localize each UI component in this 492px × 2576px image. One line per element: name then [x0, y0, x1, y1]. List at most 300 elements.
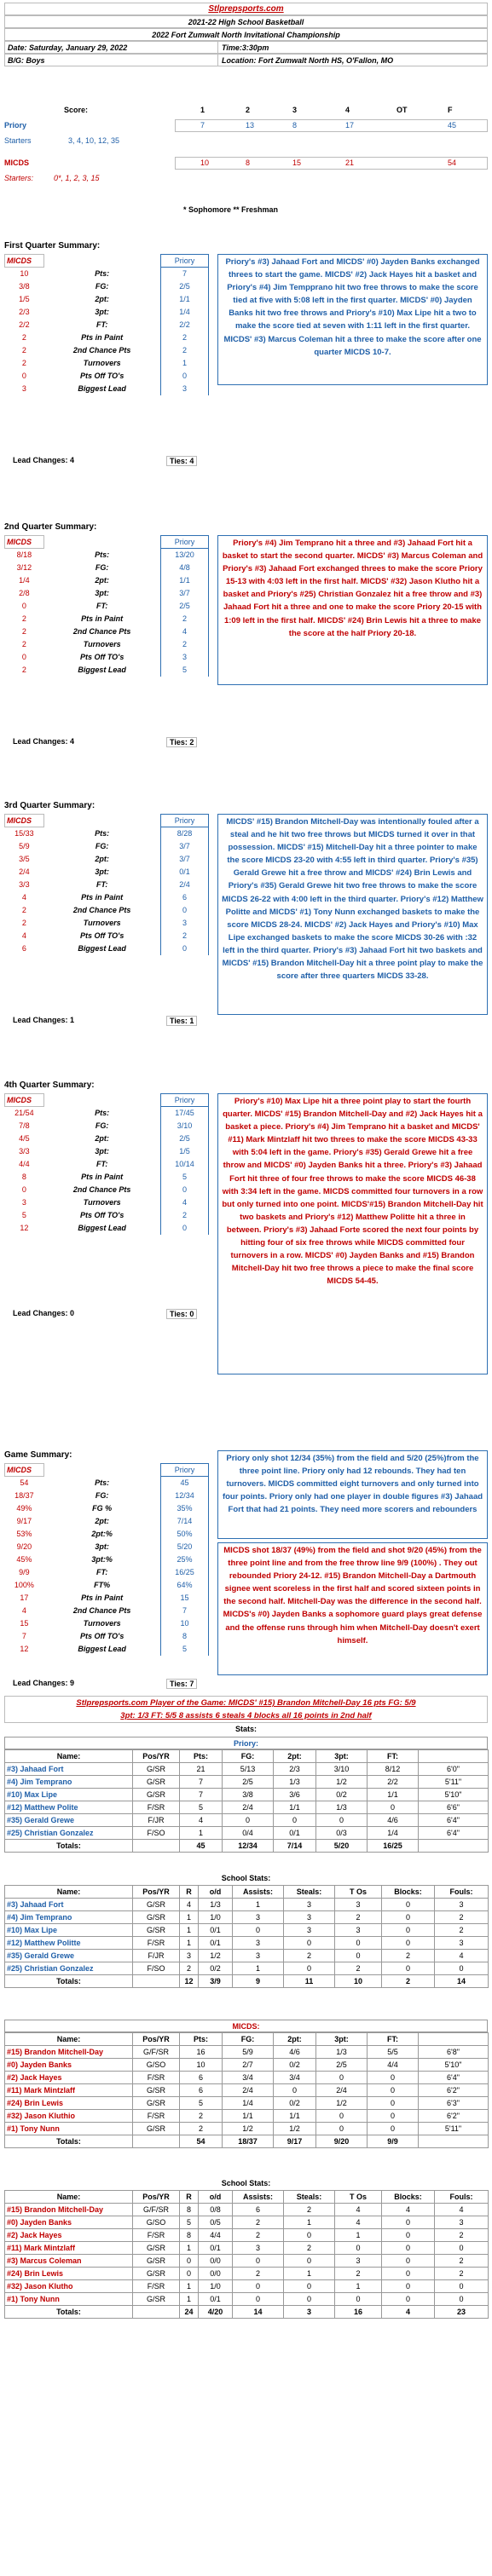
- stat-row: [5, 1196, 209, 1209]
- stat-cell: 0: [223, 1814, 274, 1827]
- stat-cell: 0/4: [223, 1827, 274, 1840]
- stat-cell: 3: [284, 1899, 335, 1911]
- stat-cell: F/SO: [133, 1827, 180, 1840]
- left-value: 2: [21, 906, 26, 914]
- stat-row: [5, 1107, 209, 1120]
- period-header: 4: [345, 106, 350, 114]
- stat-label: Turnovers: [83, 359, 121, 367]
- stat-label: FG:: [95, 1121, 109, 1130]
- total-cell: Totals:: [5, 1840, 133, 1853]
- date-text: Date: Saturday, January 29, 2022: [5, 42, 218, 53]
- stat-cell: 1/0: [199, 2280, 233, 2293]
- stat-cell: 2: [233, 2268, 284, 2280]
- team-right: Priory: [161, 536, 209, 549]
- stat-label: 2nd Chance Pts: [72, 627, 131, 636]
- location-text: Location: Fort Zumwalt North HS, O'Fallon, MO: [222, 56, 394, 65]
- lead-changes: Lead Changes: 4: [13, 456, 75, 464]
- left-value: 9/9: [19, 1568, 30, 1576]
- stat-cell: G/SO: [133, 2216, 180, 2229]
- stat-cell: 5/9: [223, 2046, 274, 2059]
- stat-label: FT:: [96, 320, 108, 329]
- stat-cell: 21: [180, 1763, 223, 1776]
- left-value: 21/54: [14, 1109, 34, 1118]
- player-name: #15) Brandon Mitchell-Day: [5, 2046, 133, 2059]
- right-value: 3: [161, 651, 209, 664]
- ties: Ties: 2: [166, 737, 197, 747]
- stat-cell: 1: [180, 2280, 199, 2293]
- table-row: [5, 1899, 489, 1911]
- left-value: 0: [21, 372, 26, 380]
- total-cell: [419, 1840, 489, 1853]
- stat-row: [5, 370, 209, 383]
- stat-cell: 4/4: [199, 2229, 233, 2242]
- stat-cell: 0: [274, 1814, 316, 1827]
- column-header: Pos/YR: [133, 1750, 180, 1763]
- left-value: 2: [21, 627, 26, 636]
- stat-cell: 0/1: [199, 1924, 233, 1937]
- stat-label: 2pt:: [95, 576, 109, 585]
- stat-cell: G/SR: [133, 1763, 180, 1776]
- left-value: 2: [21, 333, 26, 342]
- stat-cell: 0: [382, 1911, 435, 1924]
- total-cell: 18/37: [223, 2135, 274, 2148]
- stat-cell: 4: [435, 2204, 489, 2216]
- stat-cell: 5: [180, 1801, 223, 1814]
- stat-compare-table: [4, 254, 209, 395]
- stat-row: [5, 613, 209, 625]
- stat-row: [5, 1617, 209, 1630]
- stat-row: [5, 268, 209, 280]
- stat-label: FT:: [96, 1568, 108, 1576]
- stat-cell: 2: [435, 1924, 489, 1937]
- stat-label: 2nd Chance Pts: [72, 906, 131, 914]
- season-title: 2021-22 High School Basketball: [4, 15, 488, 28]
- left-value: 5/9: [19, 842, 30, 850]
- stat-cell: 1: [180, 1911, 199, 1924]
- table-row: [5, 2046, 489, 2059]
- player-name: #2) Jack Hayes: [5, 2229, 133, 2242]
- column-header: Pts:: [180, 2033, 223, 2046]
- left-value: 4: [21, 1606, 26, 1615]
- stats-block: [4, 1872, 488, 1988]
- school-stats-title: School Stats:: [221, 2179, 271, 2187]
- total-cell: [419, 2135, 489, 2148]
- stat-row: [5, 891, 209, 904]
- stat-cell: 3: [233, 1950, 284, 1962]
- stat-cell: 0: [435, 2280, 489, 2293]
- table-header: [5, 2033, 489, 2046]
- stat-label: Pts:: [95, 269, 110, 278]
- lead-changes: Lead Changes: 9: [13, 1679, 75, 1687]
- stat-cell: 3: [284, 1924, 335, 1937]
- stat-cell: 0: [368, 2097, 419, 2110]
- stat-row: [5, 1145, 209, 1158]
- stat-label: Turnovers: [83, 1619, 121, 1628]
- right-value: 3: [161, 383, 209, 395]
- total-cell: 9/17: [274, 2135, 316, 2148]
- stat-cell: 0: [382, 2242, 435, 2255]
- team-right: Priory: [161, 255, 209, 268]
- column-header: R: [180, 2191, 199, 2204]
- stat-cell: 6'2": [419, 2084, 489, 2097]
- team-label: MICDS:: [4, 2020, 488, 2032]
- section-title: 3rd Quarter Summary:: [4, 801, 96, 810]
- left-value: 15/33: [14, 829, 34, 838]
- stat-label: Biggest Lead: [78, 666, 126, 674]
- left-value: 2: [21, 614, 26, 623]
- right-value: 6: [161, 891, 209, 904]
- stat-cell: 1/1: [223, 2110, 274, 2123]
- starters-label: Starters:: [4, 174, 34, 182]
- total-cell: 7/14: [274, 1840, 316, 1853]
- stat-label: Turnovers: [83, 919, 121, 927]
- column-header: R: [180, 1886, 199, 1899]
- stat-cell: 1/2: [274, 2123, 316, 2135]
- left-value: 45%: [16, 1555, 32, 1564]
- period-score: 15: [292, 158, 302, 167]
- score-label: Score:: [64, 106, 89, 114]
- player-name: #32) Jason Kluthio: [5, 2110, 133, 2123]
- stat-cell: 10: [180, 2059, 223, 2072]
- stat-cell: F/SR: [133, 2229, 180, 2242]
- stat-cell: 0: [435, 1962, 489, 1975]
- left-value: 3/3: [19, 1147, 30, 1155]
- stat-cell: 0: [335, 2293, 382, 2306]
- stat-cell: 0: [335, 2242, 382, 2255]
- stat-cell: 1/2: [223, 2123, 274, 2135]
- period-header: 2: [246, 106, 251, 114]
- stat-cell: 0/1: [199, 1937, 233, 1950]
- site-title: Stlprepsports.com: [4, 3, 488, 15]
- player-name: #10) Max Lipe: [5, 1924, 133, 1937]
- period-header: 1: [200, 106, 205, 114]
- quarter-narrative: Priory's #10) Max Lipe hit a three point play to start the fourth quarter. MICDS' #15) Brandon Mitchell-Day and #2) Jack Hayes hit a basket a piece. Priory's #4) Jim Temprano hit a basket and MICDS' #11) Mark Mintzlaff hit two threes to make the score MICDS 43-33 with 5:04 left in the game. Priory's #35) Gerald Grewe hit a free throw and MICDS' #0) Jayden Banks hit a three. Priory's #3) Jahaad Fort hit three of four free throws to make the score MICDS 46-38 with 3:34 left in the game. MICDS committed four turnovers in a row but only turned into one point. MICDS'#15) Brandon Mitchell-Day hit two baskets and Priory's #12) Matthew Politte hit a three in between. Priory's #3) Jahaad Forte scored the next four points by hitting four of six free throws while MICDS committed four turnovers in a row. MICDS' #0) Jayden Banks and #15) Brandon Mitchell-Day hit two free throws a piece to make the final score MICDS 54-45.: [217, 1093, 488, 1374]
- stat-row: [5, 1528, 209, 1541]
- stat-row: [5, 1171, 209, 1184]
- player-name: #2) Jack Hayes: [5, 2072, 133, 2084]
- stat-cell: G/SR: [133, 2123, 180, 2135]
- right-value: 64%: [161, 1579, 209, 1592]
- column-header: FG:: [223, 2033, 274, 2046]
- stat-cell: 2/5: [316, 2059, 368, 2072]
- period-score: 8: [246, 158, 251, 167]
- right-value: 35%: [161, 1502, 209, 1515]
- stat-cell: 6'8": [419, 2046, 489, 2059]
- right-value: 8/28: [161, 827, 209, 840]
- column-header: o/d: [199, 2191, 233, 2204]
- stat-cell: 1/2: [316, 2097, 368, 2110]
- stats-block: [4, 2177, 488, 2319]
- stat-label: Pts in Paint: [81, 614, 124, 623]
- player-of-game: [4, 1696, 488, 1723]
- totals-row: [5, 1840, 489, 1853]
- stat-cell: 4: [335, 2204, 382, 2216]
- stat-cell: 7: [180, 1776, 223, 1789]
- stat-cell: G/SR: [133, 1776, 180, 1789]
- stat-cell: 3: [284, 1911, 335, 1924]
- stat-row: [5, 866, 209, 879]
- right-value: 3/10: [161, 1120, 209, 1132]
- stat-row: [5, 383, 209, 395]
- left-value: 0: [21, 1185, 26, 1194]
- column-header: Assists:: [233, 2191, 284, 2204]
- column-header: o/d: [199, 1886, 233, 1899]
- info-row: [4, 41, 488, 54]
- right-value: 2: [161, 344, 209, 357]
- right-value: 5: [161, 664, 209, 677]
- right-value: 5: [161, 1171, 209, 1184]
- right-value: 7: [161, 1605, 209, 1617]
- total-cell: 4/20: [199, 2306, 233, 2319]
- stat-cell: 0: [435, 2242, 489, 2255]
- stat-label: 2nd Chance Pts: [72, 1185, 131, 1194]
- stat-cell: G/SR: [133, 1911, 180, 1924]
- total-cell: Totals:: [5, 2306, 133, 2319]
- stat-cell: 3: [335, 1924, 382, 1937]
- column-header: Fouls:: [435, 2191, 489, 2204]
- right-value: 7/14: [161, 1515, 209, 1528]
- right-value: 1/1: [161, 293, 209, 306]
- stat-row: [5, 827, 209, 840]
- team-name: Priory: [4, 121, 27, 130]
- right-value: 12/34: [161, 1490, 209, 1502]
- column-header: Name:: [5, 2033, 133, 2046]
- stat-cell: 0/2: [316, 1789, 368, 1801]
- stat-cell: 6'0": [419, 1763, 489, 1776]
- table-row: [5, 2293, 489, 2306]
- team-left: MICDS: [5, 1094, 44, 1107]
- table-row: [5, 2072, 489, 2084]
- stat-label: 2pt:: [95, 1134, 109, 1143]
- team-label: Priory:: [4, 1737, 488, 1749]
- table-row: [5, 2110, 489, 2123]
- total-cell: 14: [233, 2306, 284, 2319]
- left-value: 54: [20, 1478, 29, 1488]
- stat-cell: 0: [274, 2084, 316, 2097]
- total-cell: 54: [180, 2135, 223, 2148]
- table-row: [5, 2123, 489, 2135]
- player-stats-table: [4, 1749, 489, 1853]
- game-header: [4, 3, 488, 66]
- stat-label: FT:: [96, 880, 108, 889]
- stat-cell: 3/8: [223, 1789, 274, 1801]
- total-cell: Totals:: [5, 1975, 133, 1988]
- right-value: 2/5: [161, 1132, 209, 1145]
- table-row: [5, 2280, 489, 2293]
- stat-cell: 4: [335, 2216, 382, 2229]
- stat-row: [5, 853, 209, 866]
- total-cell: 16/25: [368, 1840, 419, 1853]
- stat-compare-table: [4, 814, 209, 955]
- stat-cell: 0: [382, 2280, 435, 2293]
- event-title: 2022 Fort Zumwalt North Invitational Championship: [4, 28, 488, 41]
- stat-row: [5, 651, 209, 664]
- table-row: [5, 2204, 489, 2216]
- column-header: Blocks:: [382, 1886, 435, 1899]
- left-value: 2: [21, 346, 26, 354]
- stat-label: 3pt:%: [91, 1555, 113, 1564]
- stat-cell: 1: [335, 2229, 382, 2242]
- stat-cell: 0/0: [199, 2268, 233, 2280]
- stat-cell: 5: [180, 2216, 199, 2229]
- stat-label: Pts Off TO's: [80, 372, 124, 380]
- stat-label: Pts in Paint: [81, 333, 124, 342]
- stat-cell: 4/6: [368, 1814, 419, 1827]
- stat-row: [5, 917, 209, 930]
- right-value: 16/25: [161, 1566, 209, 1579]
- right-value: 8: [161, 1630, 209, 1643]
- stat-row: [5, 1579, 209, 1592]
- table-row: [5, 1924, 489, 1937]
- stat-row: [5, 625, 209, 638]
- stat-row: [5, 1630, 209, 1643]
- total-cell: 23: [435, 2306, 489, 2319]
- right-value: 0: [161, 370, 209, 383]
- stat-cell: F/SR: [133, 2280, 180, 2293]
- totals-row: [5, 2306, 489, 2319]
- stat-cell: 2: [180, 1962, 199, 1975]
- stat-row: [5, 1490, 209, 1502]
- period-score: 21: [345, 158, 355, 167]
- column-header: 2pt:: [274, 1750, 316, 1763]
- stat-label: Biggest Lead: [78, 1224, 126, 1232]
- stat-cell: 1/3: [316, 1801, 368, 1814]
- stat-cell: 3: [435, 1899, 489, 1911]
- stat-row: [5, 930, 209, 942]
- stat-cell: F/JR: [133, 1814, 180, 1827]
- right-value: 5: [161, 1643, 209, 1656]
- stat-row: [5, 574, 209, 587]
- stat-cell: 2/3: [274, 1763, 316, 1776]
- stat-cell: 0/0: [199, 2255, 233, 2268]
- quarter-narrative: Priory's #3) Jahaad Fort and MICDS' #0) Jayden Banks exchanged threes to start the game. MICDS' #2) Jack Hayes hit a basket and Priory's #4) Jim Tempprano hit two free throws to make the score tied at five with 5:08 left in the first quarter. MICDS' #0) Jayden Banks hit two free throws and Priory's #10) Max Lipe hit a two to make the score tied at seven with 1:11 left in the first quarter. MICDS' #3) Marcus Coleman hit a three to make the score after one quarter MICDS 10-7.: [217, 254, 488, 385]
- table-row: [5, 1814, 489, 1827]
- stat-cell: 6'4": [419, 1814, 489, 1827]
- stat-row: [5, 664, 209, 677]
- player-name: #11) Mark Mintzlaff: [5, 2242, 133, 2255]
- left-value: 53%: [16, 1530, 32, 1538]
- left-value: 3/12: [16, 563, 32, 572]
- stat-cell: 3/6: [274, 1789, 316, 1801]
- stat-cell: 2: [382, 1950, 435, 1962]
- section-title: 2nd Quarter Summary:: [4, 522, 97, 532]
- left-value: 2/3: [19, 308, 30, 316]
- table-row: [5, 2242, 489, 2255]
- stat-row: [5, 319, 209, 331]
- stat-label: FT:: [96, 602, 108, 610]
- starters-list: 0*, 1, 2, 3, 15: [54, 174, 100, 182]
- stat-label: Biggest Lead: [78, 384, 126, 393]
- total-cell: 12/34: [223, 1840, 274, 1853]
- stat-cell: F/SR: [133, 2072, 180, 2084]
- stat-cell: 0/3: [316, 1827, 368, 1840]
- stat-row: [5, 1502, 209, 1515]
- left-value: 12: [20, 1645, 29, 1653]
- stat-cell: G/SR: [133, 1924, 180, 1937]
- column-header: Fouls:: [435, 1886, 489, 1899]
- stat-row: [5, 587, 209, 600]
- stat-cell: 0: [382, 1937, 435, 1950]
- left-value: 3/8: [19, 282, 30, 291]
- stat-cell: 1: [284, 2268, 335, 2280]
- time-text: Time:3:30pm: [222, 43, 269, 52]
- team-right: Priory: [161, 1094, 209, 1107]
- total-cell: 16: [335, 2306, 382, 2319]
- stat-cell: 1/4: [223, 2097, 274, 2110]
- lead-changes: Lead Changes: 1: [13, 1016, 75, 1024]
- stat-cell: 2/2: [368, 1776, 419, 1789]
- stat-cell: 0: [316, 1814, 368, 1827]
- right-value: 1/1: [161, 574, 209, 587]
- stat-label: 2pt:: [95, 295, 109, 303]
- stat-label: FG:: [95, 563, 109, 572]
- stat-cell: 0: [316, 2072, 368, 2084]
- player-name: #35) Gerald Grewe: [5, 1814, 133, 1827]
- player-name: #0) Jayden Banks: [5, 2216, 133, 2229]
- right-value: 2/5: [161, 280, 209, 293]
- stat-cell: 1/2: [316, 1776, 368, 1789]
- left-value: 1/4: [19, 576, 30, 585]
- left-value: 2/4: [19, 867, 30, 876]
- right-value: 2/2: [161, 319, 209, 331]
- right-value: 17/45: [161, 1107, 209, 1120]
- stat-cell: G/SR: [133, 2242, 180, 2255]
- section-title: First Quarter Summary:: [4, 241, 101, 251]
- stat-label: FT%: [94, 1581, 111, 1589]
- stat-cell: 0: [284, 2293, 335, 2306]
- right-value: 1: [161, 357, 209, 370]
- stat-label: Pts in Paint: [81, 1593, 124, 1602]
- table-row: [5, 1801, 489, 1814]
- column-header: Pts:: [180, 1750, 223, 1763]
- stat-cell: 1/1: [368, 1789, 419, 1801]
- stat-row: [5, 1120, 209, 1132]
- stat-label: Pts in Paint: [81, 1173, 124, 1181]
- stat-cell: 0/2: [274, 2097, 316, 2110]
- ties: Ties: 1: [166, 1016, 197, 1026]
- stat-cell: 0: [382, 2268, 435, 2280]
- stat-cell: G/SR: [133, 2084, 180, 2097]
- column-header: FG:: [223, 1750, 274, 1763]
- stat-cell: 6: [233, 2204, 284, 2216]
- left-value: 0: [21, 602, 26, 610]
- stat-cell: 2: [435, 1911, 489, 1924]
- potg-line: Stlprepsports.com Player of the Game: MICDS' #15) Brandon Mitchell-Day 16 pts FG: 5/9: [76, 1698, 416, 1708]
- stat-label: 3pt:: [95, 1542, 109, 1551]
- stat-label: 3pt:: [95, 867, 109, 876]
- stat-row: [5, 1222, 209, 1235]
- stat-label: 3pt:: [95, 308, 109, 316]
- stat-row: [5, 562, 209, 574]
- table-row: [5, 2084, 489, 2097]
- stat-cell: 0/1: [274, 1827, 316, 1840]
- stat-cell: 1: [180, 1827, 223, 1840]
- column-header: Name:: [5, 2191, 133, 2204]
- stat-cell: 3: [233, 1911, 284, 1924]
- right-value: 3/7: [161, 840, 209, 853]
- total-cell: 45: [180, 1840, 223, 1853]
- stat-cell: 5'10": [419, 2059, 489, 2072]
- column-header: Blocks:: [382, 2191, 435, 2204]
- left-value: 7/8: [19, 1121, 30, 1130]
- stat-cell: 2: [335, 1911, 382, 1924]
- stat-cell: G/SR: [133, 1789, 180, 1801]
- left-value: 4/5: [19, 1134, 30, 1143]
- stat-cell: 1: [233, 1899, 284, 1911]
- stat-cell: 0: [180, 2268, 199, 2280]
- right-value: 10: [161, 1617, 209, 1630]
- column-header: Name:: [5, 1886, 133, 1899]
